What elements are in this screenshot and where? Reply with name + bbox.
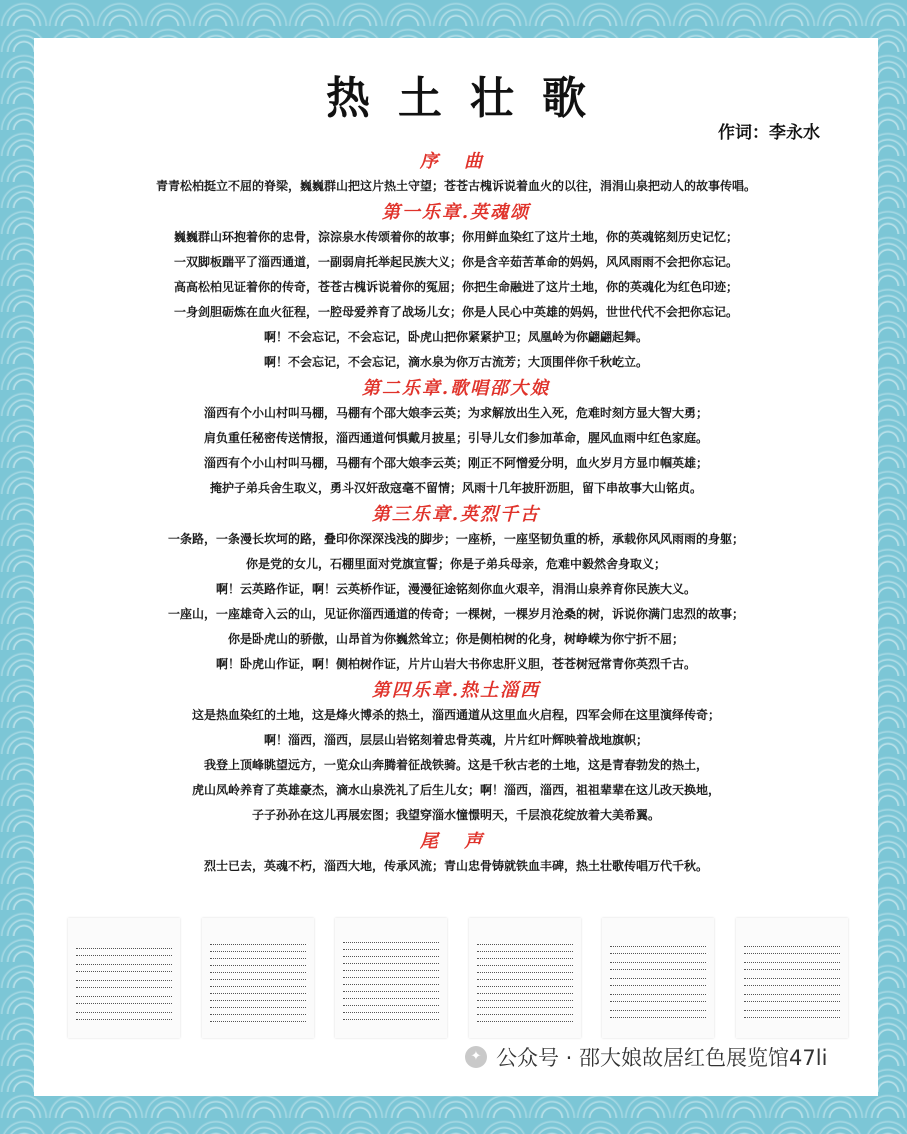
lyric-line: 子子孙孙在这儿再展宏图；我望穿淄水憧憬明天，千层浪花绽放着大美希翼。 xyxy=(251,808,660,822)
lyric-line: 巍巍群山环抱着你的忠骨，淙淙泉水传颂着你的故事；你用鲜血染红了这片土地，你的英魂铭刻历史记忆； xyxy=(173,230,738,244)
page-title: 热土壮歌 xyxy=(326,73,614,124)
sheet-music-page xyxy=(68,918,180,1038)
wechat-icon: ✦ xyxy=(465,1046,487,1068)
lyric-line: 淄西有个小山村叫马棚，马棚有个邵大娘李云英；为求解放出生入死，危难时刻方显大智大勇； xyxy=(203,406,708,420)
lyric-line: 烈士已去，英魂不朽，淄西大地，传承风流；青山忠骨铸就铁血丰碑，热土壮歌传唱万代千秋。 xyxy=(203,859,708,873)
lyric-line: 啊！卧虎山作证，啊！侧柏树作证，片片山岩大书你忠肝义胆，苍苍树冠常青你英烈千古。 xyxy=(215,657,696,671)
lyric-line: 我登上顶峰眺望远方，一览众山奔腾着征战铁骑。这是千秋古老的土地，这是青春勃发的热土， xyxy=(203,758,708,772)
watermark-text: 公众号 · 邵大娘故居红色展览馆47li xyxy=(496,1046,828,1070)
lyric-line: 虎山凤岭养育了英雄豪杰，滴水山泉洗礼了后生儿女；啊！淄西，淄西，祖祖辈辈在这儿改天换地， xyxy=(191,783,720,797)
sheet-music-page xyxy=(469,918,581,1038)
lyric-line: 你是党的女儿，石棚里面对党旗宣誓；你是子弟兵母亲，危难中毅然舍身取义； xyxy=(245,557,666,571)
lyric-line: 青青松柏挺立不屈的脊梁，巍巍群山把这片热土守望；苍苍古槐诉说着血火的以往，涓涓山泉把动人的故事传唱。 xyxy=(155,179,756,193)
lyric-line: 淄西有个小山村叫马棚，马棚有个邵大娘李云英；刚正不阿憎爱分明，血火岁月方显巾帼英雄； xyxy=(203,456,708,470)
lyric-line: 一双脚板踹平了淄西通道，一副弱肩托举起民族大义；你是含辛茹苦革命的妈妈，风风雨雨不会把你忘记。 xyxy=(173,255,738,269)
sheet-music-page xyxy=(202,918,314,1038)
lyric-line: 高高松柏见证着你的传奇，苍苍古槐诉说着你的冤屈；你把生命融进了这片土地，你的英魂化为红色印迹； xyxy=(173,280,738,294)
lyrics-content xyxy=(34,148,878,879)
lyric-line: 这是热血染红的土地，这是烽火博杀的热土，淄西通道从这里血火启程，四军会师在这里演绎传奇； xyxy=(191,708,720,722)
section-title-coda: 尾 声 xyxy=(419,831,493,852)
section-title-movement-3: 第三乐章.英烈千古 xyxy=(371,504,541,525)
section-title-movement-1: 第一乐章.英魂颂 xyxy=(381,202,531,223)
sheet-music-page xyxy=(335,918,447,1038)
lyric-line: 掩护子弟兵舍生取义，勇斗汉奸敌寇毫不留情；风雨十几年披肝沥胆，留下串故事大山铭贞。 xyxy=(209,481,702,495)
poster xyxy=(34,38,878,1096)
lyric-line: 一条路，一条漫长坎坷的路，叠印你深深浅浅的脚步；一座桥，一座坚韧负重的桥，承载你风风雨雨的身躯； xyxy=(167,532,744,546)
lyric-line: 肩负重任秘密传送情报，淄西通道何惧戴月披星；引导儿女们参加革命，腥风血雨中红色家庭。 xyxy=(203,431,708,445)
lyric-line: 一身剑胆砺炼在血火征程，一腔母爱养育了战场儿女；你是人民心中英雄的妈妈，世世代代不会把你忘记。 xyxy=(173,305,738,319)
lyric-line: 你是卧虎山的骄傲，山昂首为你巍然耸立；你是侧柏树的化身，树峥嵘为你宁折不屈； xyxy=(227,632,684,646)
sheet-music-page xyxy=(736,918,848,1038)
lyricist-credit: 作词：李永水 xyxy=(718,123,820,143)
sheet-music-strip xyxy=(68,918,848,1038)
section-title-movement-2: 第二乐章.歌唱邵大娘 xyxy=(361,378,551,399)
lyric-line: 啊！不会忘记，不会忘记，滴水泉为你万古流芳；大顶围伴你千秋屹立。 xyxy=(263,355,648,369)
section-title-prelude: 序 曲 xyxy=(419,151,493,172)
lyric-line: 啊！不会忘记，不会忘记，卧虎山把你紧紧护卫；凤凰岭为你翩翩起舞。 xyxy=(263,330,648,344)
lyric-line: 啊！云英路作证，啊！云英桥作证，漫漫征途铭刻你血火艰辛，涓涓山泉养育你民族大义。 xyxy=(215,582,696,596)
lyric-line: 一座山，一座雄奇入云的山，见证你淄西通道的传奇；一棵树，一棵岁月沧桑的树，诉说你满门忠烈的故事； xyxy=(167,607,744,621)
sheet-music-page xyxy=(602,918,714,1038)
section-title-movement-4: 第四乐章.热土淄西 xyxy=(371,680,541,701)
lyric-line: 啊！淄西，淄西，层层山岩铭刻着忠骨英魂，片片红叶辉映着战地旗帜； xyxy=(263,733,648,747)
